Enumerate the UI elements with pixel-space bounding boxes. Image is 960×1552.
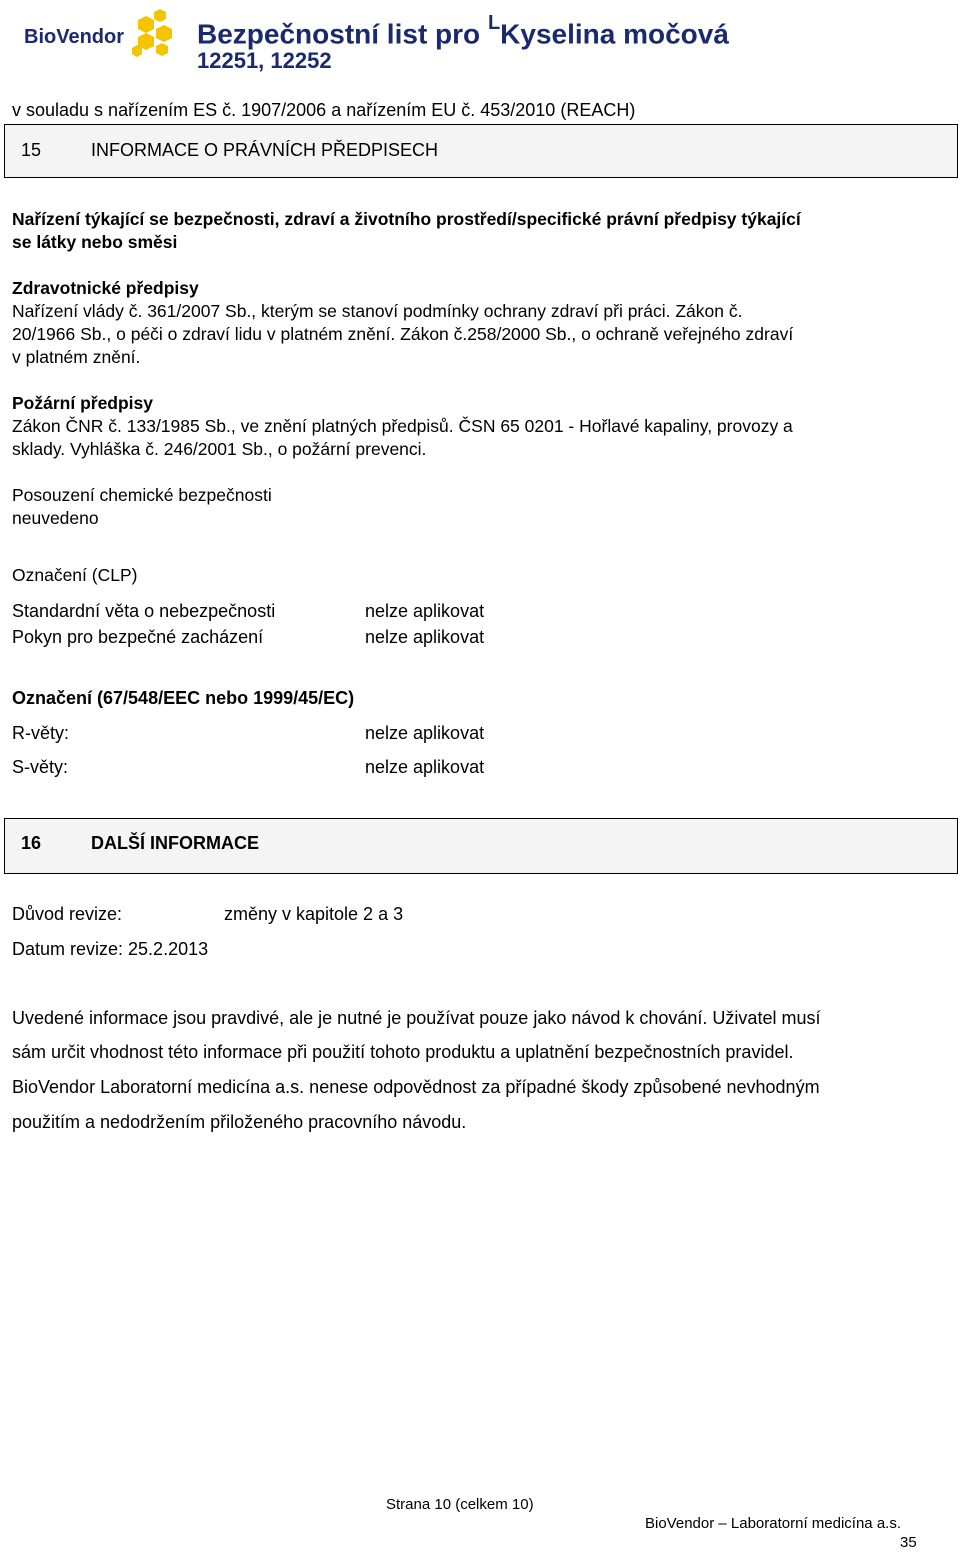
- regulation-line: v souladu s nařízením ES č. 1907/2006 a nařízením EU č. 453/2010 (REACH): [12, 100, 636, 120]
- health-line-3: v platném znění.: [12, 347, 141, 367]
- fire-heading: Požární předpisy: [12, 393, 154, 413]
- assessment-value: neuvedeno: [12, 508, 99, 528]
- company-logo: [22, 8, 172, 68]
- footer-company: BioVendor – Laboratorní medicína a.s.: [645, 1515, 901, 1532]
- section-title: DALŠÍ INFORMACE: [91, 833, 259, 853]
- eec-heading: Označení (67/548/EEC nebo 1999/45/EC): [12, 688, 355, 708]
- r-phrases-value: nelze aplikovat: [365, 723, 485, 743]
- title-superscript: L: [487, 12, 501, 34]
- clp-heading: Označení (CLP): [12, 565, 138, 585]
- product-codes: 12251, 12252: [197, 48, 332, 73]
- document-title: [197, 10, 729, 51]
- section-15-header: [4, 124, 958, 178]
- health-line-1: Nařízení vlády č. 361/2007 Sb., kterým se stanoví podmínky ochrany zdraví při práci. Zákon č.: [12, 301, 743, 321]
- assessment-heading: Posouzení chemické bezpečnosti: [12, 485, 272, 505]
- section-title: INFORMACE O PRÁVNÍCH PŘEDPISECH: [91, 140, 439, 160]
- title-prefix: Bezpečnostní list pro: [197, 18, 481, 50]
- clp-row-value: nelze aplikovat: [365, 601, 485, 621]
- s-phrases-value: nelze aplikovat: [365, 757, 485, 777]
- disclaimer-line-2: sám určit vhodnost této informace při použití tohoto produktu a uplatnění bezpečnostních pravidel.: [12, 1042, 794, 1062]
- section-16-header: [4, 818, 958, 874]
- disclaimer-line-3: BioVendor Laboratorní medicína a.s. nenese odpovědnost za případné škody způsobené nevhodným: [12, 1077, 820, 1097]
- revision-reason-label: Důvod revize:: [12, 904, 123, 924]
- health-heading: Zdravotnické předpisy: [12, 278, 199, 298]
- fire-line-1: Zákon ČNR č. 133/1985 Sb., ve znění platných předpisů. ČSN 65 0201 - Hořlavé kapaliny, provozy a: [12, 416, 793, 436]
- clp-row-value: nelze aplikovat: [365, 627, 485, 647]
- section-number: 16: [21, 833, 42, 853]
- s-phrases-label: S-věty:: [12, 757, 69, 777]
- page-number: 35: [900, 1534, 917, 1551]
- disclaimer-line-4: použitím a nedodržením přiloženého pracovního návodu.: [12, 1112, 467, 1132]
- revision-reason-value: změny v kapitole 2 a 3: [224, 904, 404, 924]
- title-product: Kyselina močová: [500, 18, 729, 50]
- page-info: Strana 10 (celkem 10): [386, 1496, 534, 1513]
- section-number: 15: [21, 140, 42, 160]
- intro-line-1: Nařízení týkající se bezpečnosti, zdraví a životního prostředí/specifické právní předpisy týkající: [12, 209, 801, 229]
- r-phrases-label: R-věty:: [12, 723, 70, 743]
- disclaimer-line-1: Uvedené informace jsou pravdivé, ale je nutné je používat pouze jako návod k chování. Uživatel musí: [12, 1008, 821, 1028]
- clp-row-label: Pokyn pro bezpečné zacházení: [12, 627, 264, 647]
- fire-line-2: sklady. Vyhláška č. 246/2001 Sb., o požární prevenci.: [12, 439, 427, 459]
- revision-date: Datum revize: 25.2.2013: [12, 939, 209, 959]
- intro-line-2: se látky nebo směsi: [12, 232, 178, 252]
- logo-text: BioVendor: [24, 26, 125, 48]
- clp-row-label: Standardní věta o nebezpečnosti: [12, 601, 276, 621]
- health-line-2: 20/1966 Sb., o péči o zdraví lidu v platném znění. Zákon č.258/2000 Sb., o ochraně veřejného zdraví: [12, 324, 794, 344]
